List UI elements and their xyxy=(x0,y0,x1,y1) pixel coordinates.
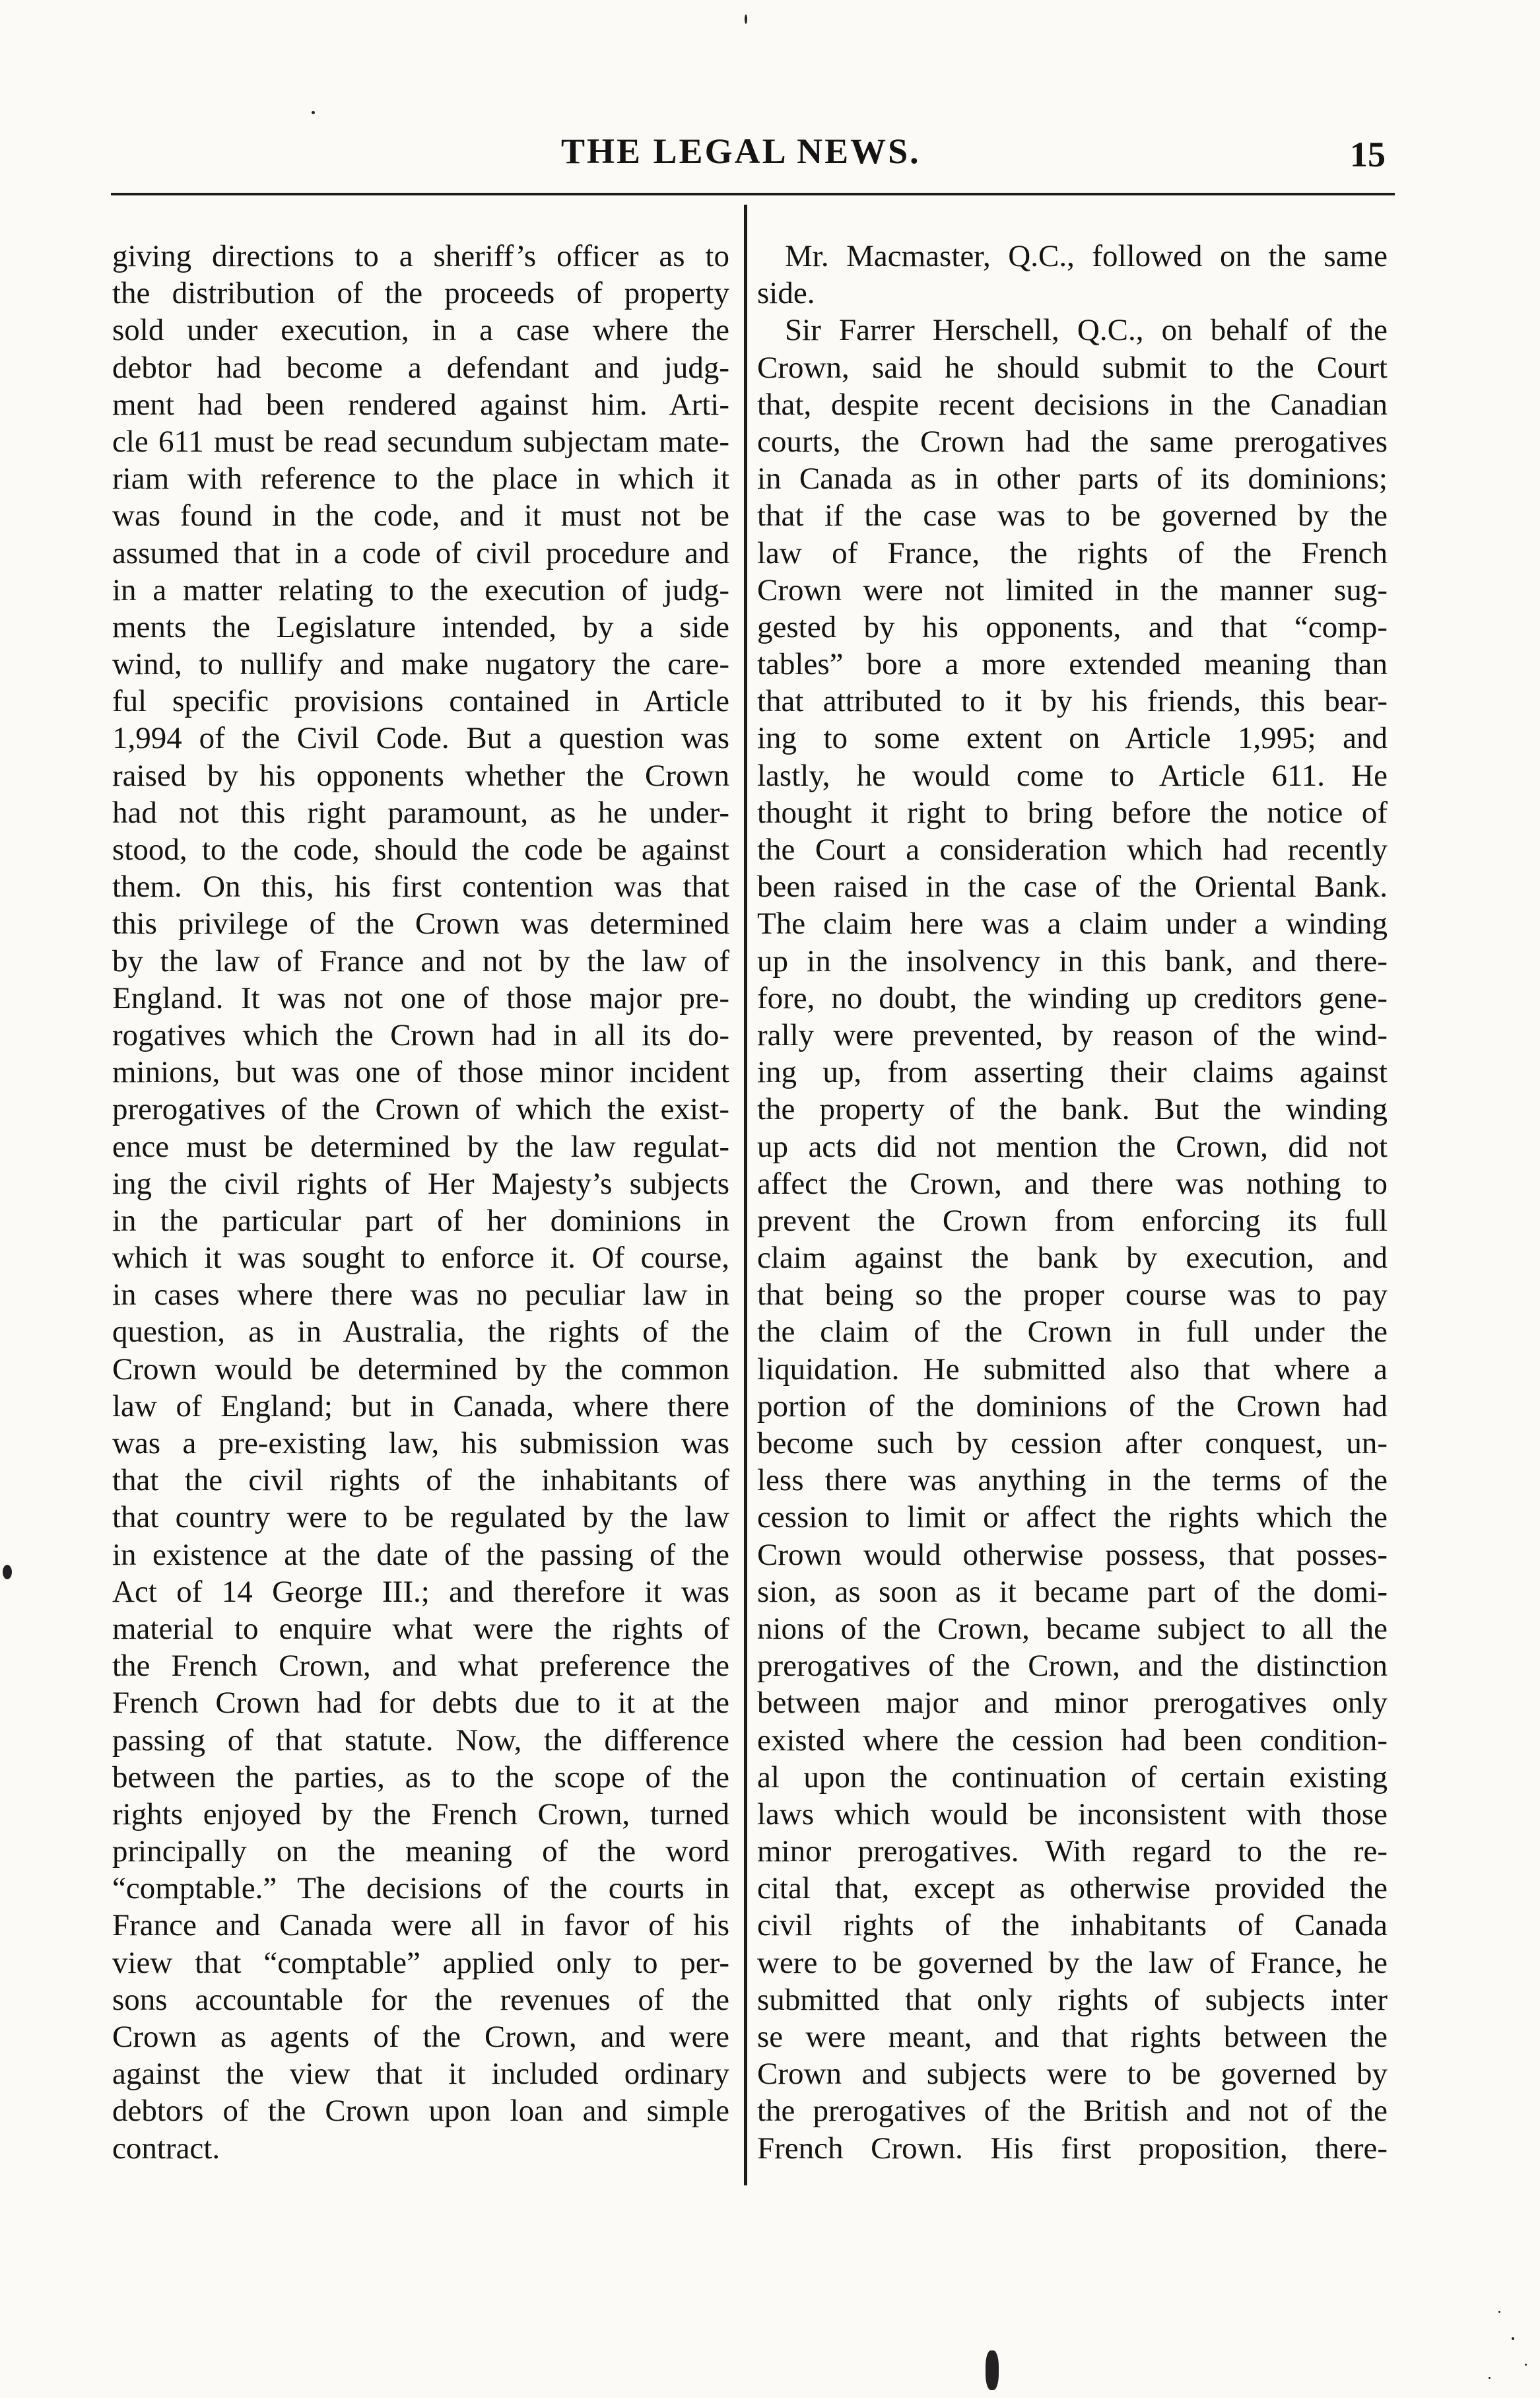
text-line: assumed that in a code of civil procedure and xyxy=(112,535,729,570)
text-line: minor prerogatives. With regard to the re- xyxy=(757,1834,1388,1869)
text-line: that the civil rights of the inhabitants of xyxy=(112,1463,729,1498)
text-line: up acts did not mention the Crown, did not xyxy=(757,1129,1388,1164)
text-line: that, despite recent decisions in the Canadian xyxy=(757,387,1388,422)
text-line: giving directions to a sheriff’s officer as to xyxy=(112,239,729,273)
text-line: ing to some extent on Article 1,995; and xyxy=(757,721,1388,756)
text-line: prerogatives of the Crown of which the exist- xyxy=(112,1092,729,1127)
text-line: se were meant, and that rights between the xyxy=(757,2020,1388,2054)
text-line: nions of the Crown, became subject to all the xyxy=(757,1611,1388,1646)
journal-title: THE LEGAL NEWS. xyxy=(561,131,921,171)
text-line: rally were prevented, by reason of the wind- xyxy=(757,1017,1388,1052)
text-line: between the parties, as to the scope of the xyxy=(112,1760,729,1795)
text-line: sold under execution, in a case where the xyxy=(112,313,729,348)
text-line: up in the insolvency in this bank, and there- xyxy=(757,943,1388,978)
right-column-text xyxy=(757,238,1388,2167)
text-line: the claim of the Crown in full under the xyxy=(757,1315,1388,1350)
text-line: civil rights of the inhabitants of Canada xyxy=(757,1908,1388,1943)
text-line: were to be governed by the law of France, he xyxy=(757,1945,1388,1980)
text-line: sion, as soon as it became part of the domi- xyxy=(757,1574,1388,1609)
text-line: which it was sought to enforce it. Of course, xyxy=(112,1241,729,1276)
text-line: courts, the Crown had the same prerogatives xyxy=(757,424,1388,459)
text-line: debtors of the Crown upon loan and simple xyxy=(112,2094,729,2129)
text-line: ing up, from asserting their claims against xyxy=(757,1055,1388,1090)
text-line: Sir Farrer Herschell, Q.C., on behalf of the xyxy=(785,313,1388,348)
text-line: al upon the continuation of certain existing xyxy=(757,1760,1388,1795)
text-line: “comptable.” The decisions of the courts in xyxy=(112,1871,729,1906)
text-line: existed where the cession had been condition- xyxy=(757,1723,1388,1758)
text-line: material to enquire what were the rights of xyxy=(112,1611,729,1646)
text-line: law of France, the rights of the French xyxy=(757,535,1388,570)
text-line: the French Crown, and what preference the xyxy=(112,1649,729,1684)
text-line: cle 611 must be read secundum subjectam mate- xyxy=(112,424,729,459)
text-line: gested by his opponents, and that “comp- xyxy=(757,609,1388,644)
text-line: the Court a consideration which had recently xyxy=(757,833,1388,867)
text-line: passing of that statute. Now, the difference xyxy=(112,1723,729,1758)
text-line: the property of the bank. But the winding xyxy=(757,1092,1388,1127)
text-line: in cases where there was no peculiar law in xyxy=(112,1278,729,1313)
text-line: The claim here was a claim under a winding xyxy=(757,907,1388,942)
text-line: tables” bore a more extended meaning than xyxy=(757,647,1388,682)
text-line: wind, to nullify and make nugatory the care- xyxy=(112,647,729,682)
text-line: Crown as agents of the Crown, and were xyxy=(112,2020,729,2054)
text-line: Crown would be determined by the common xyxy=(112,1352,729,1387)
text-line: in a matter relating to the execution of judg- xyxy=(112,572,729,607)
text-line: claim against the bank by execution, and xyxy=(757,1241,1388,1276)
text-line: liquidation. He submitted also that where a xyxy=(757,1352,1388,1387)
text-line: between major and minor prerogatives only xyxy=(757,1686,1388,1721)
text-line: affect the Crown, and there was nothing to xyxy=(757,1166,1388,1201)
text-line: ing the civil rights of Her Majesty’s subjects xyxy=(112,1166,729,1201)
text-line: prerogatives of the Crown, and the distinction xyxy=(757,1649,1388,1684)
text-line: thought it right to bring before the notice of xyxy=(757,795,1388,830)
text-line: less there was anything in the terms of the xyxy=(757,1463,1388,1498)
text-line: submitted that only rights of subjects inter xyxy=(757,1982,1388,2017)
text-line: Crown would otherwise possess, that posses- xyxy=(757,1537,1388,1572)
text-line: ence must be determined by the law regulat- xyxy=(112,1129,729,1164)
text-line: was a pre-existing law, his submission was xyxy=(112,1426,729,1460)
text-line: the prerogatives of the British and not of the xyxy=(757,2094,1388,2129)
text-line: Crown were not limited in the manner sug- xyxy=(757,572,1388,607)
text-line: law of England; but in Canada, where there xyxy=(112,1388,729,1423)
text-line: contract. xyxy=(112,2131,220,2166)
text-line: in the particular part of her dominions in xyxy=(112,1203,729,1238)
page-number: 15 xyxy=(1350,135,1386,174)
text-line: that if the case was to be governed by the xyxy=(757,498,1388,533)
text-line: had not this right paramount, as he under- xyxy=(112,795,729,830)
text-line: debtor had become a defendant and judg- xyxy=(112,350,729,385)
text-line: fore, no doubt, the winding up creditors gene- xyxy=(757,980,1388,1015)
text-line: principally on the meaning of the word xyxy=(112,1834,729,1869)
text-line: cital that, except as otherwise provided the xyxy=(757,1871,1388,1906)
text-line: by the law of France and not by the law of xyxy=(112,943,729,978)
text-line: lastly, he would come to Article 611. He xyxy=(757,758,1388,793)
header-rule xyxy=(111,193,1395,195)
text-line: that country were to be regulated by the law xyxy=(112,1500,729,1535)
text-line: that attributed to it by his friends, this bear- xyxy=(757,684,1388,719)
text-line: laws which would be inconsistent with those xyxy=(757,1797,1388,1832)
text-line: raised by his opponents whether the Crown xyxy=(112,758,729,793)
text-line: France and Canada were all in favor of his xyxy=(112,1908,729,1943)
text-line: riam with reference to the place in which it xyxy=(112,462,729,497)
text-line: Act of 14 George III.; and therefore it was xyxy=(112,1574,729,1609)
text-line: side. xyxy=(757,276,815,311)
text-line: this privilege of the Crown was determined xyxy=(112,907,729,942)
text-line: the distribution of the proceeds of property xyxy=(112,276,729,311)
text-line: that being so the proper course was to pay xyxy=(757,1278,1388,1313)
text-line: in Canada as in other parts of its dominions; xyxy=(757,462,1388,497)
text-line: cession to limit or affect the rights which the xyxy=(757,1500,1388,1535)
text-line: stood, to the code, should the code be against xyxy=(112,833,729,867)
text-line: ments the Legislature intended, by a side xyxy=(112,609,729,644)
text-line: portion of the dominions of the Crown had xyxy=(757,1388,1388,1423)
text-line: sons accountable for the revenues of the xyxy=(112,1982,729,2017)
text-line: French Crown. His first proposition, there- xyxy=(757,2131,1388,2166)
text-line: in existence at the date of the passing of the xyxy=(112,1537,729,1572)
left-column-text xyxy=(112,238,729,2167)
text-line: view that “comptable” applied only to per- xyxy=(112,1945,729,1980)
text-line: 1,994 of the Civil Code. But a question was xyxy=(112,721,729,756)
text-line: England. It was not one of those major pre- xyxy=(112,980,729,1015)
text-line: Crown and subjects were to be governed by xyxy=(757,2057,1388,2092)
text-line: become such by cession after conquest, un- xyxy=(757,1426,1388,1460)
text-line: minions, but was one of those minor incident xyxy=(112,1055,729,1090)
text-line: rogatives which the Crown had in all its do- xyxy=(112,1017,729,1052)
text-line: French Crown had for debts due to it at the xyxy=(112,1686,729,1721)
text-line: prevent the Crown from enforcing its full xyxy=(757,1203,1388,1238)
text-line: ment had been rendered against him. Arti- xyxy=(112,387,729,422)
text-line: Mr. Macmaster, Q.C., followed on the same xyxy=(785,239,1388,273)
page-header xyxy=(0,0,1540,198)
text-line: rights enjoyed by the French Crown, turned xyxy=(112,1797,729,1832)
text-line: was found in the code, and it must not be xyxy=(112,498,729,533)
text-line: Crown, said he should submit to the Court xyxy=(757,350,1388,385)
text-line: question, as in Australia, the rights of the xyxy=(112,1315,729,1350)
text-line: ful specific provisions contained in Article xyxy=(112,684,729,719)
text-line: against the view that it included ordinary xyxy=(112,2057,729,2092)
text-line: been raised in the case of the Oriental Bank. xyxy=(757,870,1388,905)
column-divider xyxy=(744,205,747,2185)
text-line: them. On this, his first contention was that xyxy=(112,870,729,905)
